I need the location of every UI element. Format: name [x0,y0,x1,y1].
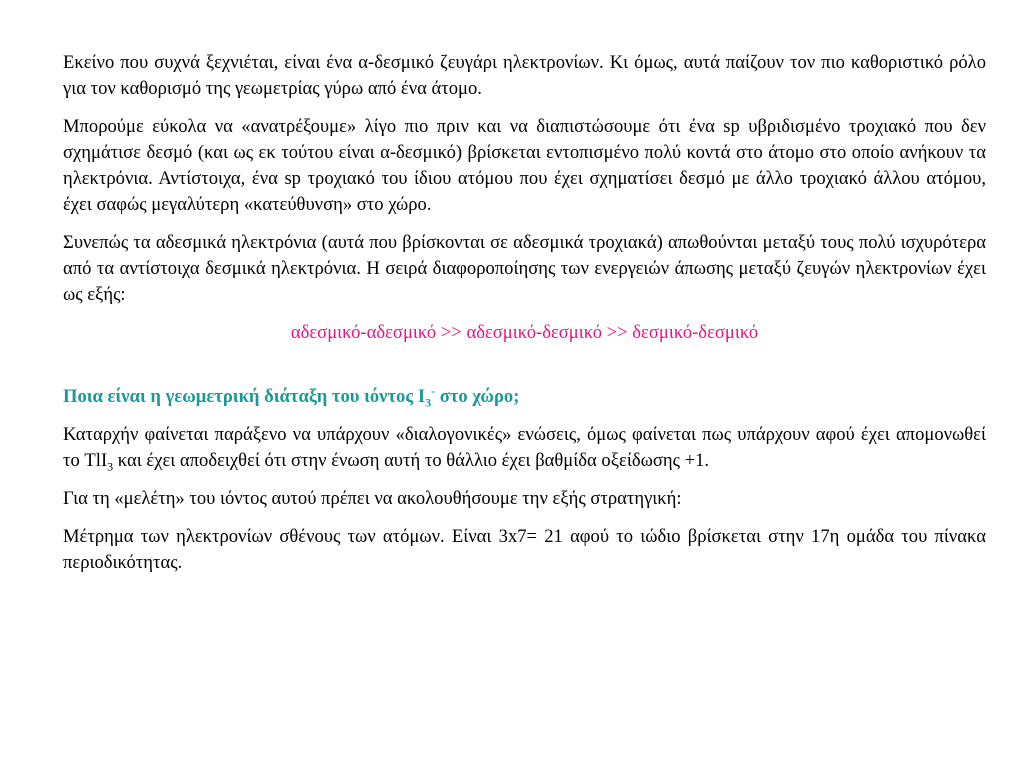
repulsion-order-line: αδεσμικό-αδεσμικό >> αδεσμικό-δεσμικό >> δεσμικό-δεσμικό [290,322,759,343]
heading-subscript: 3 [425,395,432,410]
paragraph-repulsion: Συνεπώς τα αδεσμικά ηλεκτρόνια (αυτά που βρίσκονται σε αδεσμικά τροχιακά) απωθούνται μεταξύ τους πολύ ισχυρότερα από τα αντίστοιχα δεσμικά ηλεκτρόνια. Η σειρά διαφοροποίησης των ενεργειών άπωσης μεταξύ ζευγών ηλεκτρονίων έχει ως εξής: [63,232,986,305]
paragraph-lone-pairs: Εκείνο που συχνά ξεχνιέται, είναι ένα α-δεσμικό ζευγάρι ηλεκτρονίων. Κι όμως, αυτά παίζουν τον πιο καθοριστικό ρόλο για τον καθορισμό της γεωμετρίας γύρω από ένα άτομο. [63,52,986,99]
interhalogen-text-end: και έχει αποδειχθεί ότι στην ένωση αυτή το θάλλιο έχει βαθμίδα οξείδωσης +1. [113,450,710,471]
interhalogen-subscript: 3 [107,459,114,474]
heading-text-end: στο χώρο; [435,386,520,407]
paragraph-sp-orbitals: Μπορούμε εύκολα να «ανατρέξουμε» λίγο πιο πριν και να διαπιστώσουμε ότι ένα sp υβριδισμένο τροχιακό που δεν σχημάτισε δεσμό (και ως εκ τούτου είναι α-δεσμικό) βρίσκεται εντοπισμένο πολύ κοντά στο άτομο στο οποίο ανήκουν τα ηλεκτρόνια. Αντίστοιχα, ένα sp τροχιακό του ίδιου ατόμου που έχει σχηματίσει δεσμό με άλλο τροχιακό άλλου ατόμου, έχει σαφώς μεγαλύτερη «κατεύθυνση» στο χώρο. [63,116,986,215]
heading-superscript: - [431,383,436,398]
section-heading [63,384,986,410]
paragraph-interhalogen [63,422,986,474]
paragraph-strategy: Για τη «μελέτη» του ιόντος αυτού πρέπει να ακολουθήσουμε την εξής στρατηγική: [63,488,682,509]
heading-text: Ποια είναι η γεωμετρική διάταξη του ιόντος I [63,386,426,407]
interhalogen-text: Καταρχήν φαίνεται παράξενο να υπάρχουν «διαλογονικές» ενώσεις, όμως φαίνεται πως υπάρχουν αφού έχει απομονωθεί το TlI [63,424,986,471]
paragraph-electron-count: Μέτρημα των ηλεκτρονίων σθένους των ατόμων. Είναι 3x7= 21 αφού το ιώδιο βρίσκεται στην 17η ομάδα του πίνακα περιοδικότητας. [63,526,986,573]
